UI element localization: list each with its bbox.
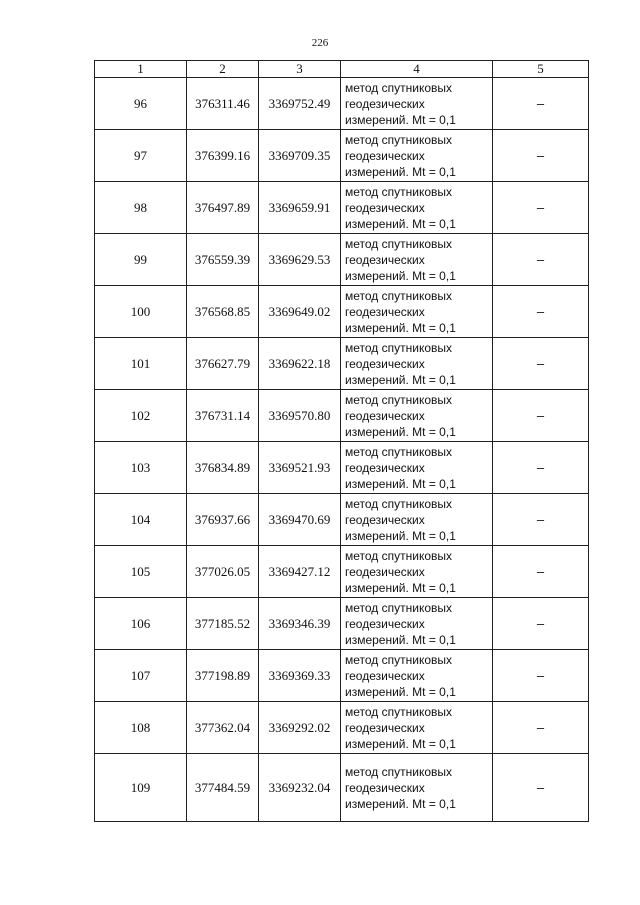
method-cell [341, 182, 493, 234]
y-coordinate-cell: 3369649.02 [259, 286, 341, 338]
point-number-cell: 109 [95, 754, 187, 822]
x-coordinate-cell: 376937.66 [187, 494, 259, 546]
note-cell: – [493, 130, 589, 182]
method-text-line: геодезических [345, 408, 425, 423]
y-coordinate-cell: 3369659.91 [259, 182, 341, 234]
method-cell [341, 390, 493, 442]
point-number-cell: 99 [95, 234, 187, 286]
method-text-line: геодезических [345, 96, 425, 111]
x-coordinate-cell: 376559.39 [187, 234, 259, 286]
table-row [95, 650, 589, 702]
x-coordinate-cell: 376497.89 [187, 182, 259, 234]
method-text-line: геодезических [345, 200, 425, 215]
note-cell: – [493, 234, 589, 286]
method-cell [341, 130, 493, 182]
note-cell: – [493, 702, 589, 754]
method-cell [341, 546, 493, 598]
note-cell: – [493, 494, 589, 546]
method-cell [341, 494, 493, 546]
y-coordinate-cell: 3369232.04 [259, 754, 341, 822]
table-header-row [95, 61, 589, 78]
method-cell [341, 338, 493, 390]
method-text-line: метод спутниковых [345, 392, 453, 407]
method-text-line: метод спутниковых [345, 496, 453, 511]
method-text-line: геодезических [345, 304, 425, 319]
method-cell [341, 234, 493, 286]
y-coordinate-cell: 3369346.39 [259, 598, 341, 650]
method-text-line: метод спутниковых [345, 548, 453, 563]
method-text-line: измерений. Mt = 0,1 [345, 684, 456, 699]
method-text-line: метод спутниковых [345, 340, 453, 355]
x-coordinate-cell: 376627.79 [187, 338, 259, 390]
y-coordinate-cell: 3369570.80 [259, 390, 341, 442]
column-header: 1 [95, 61, 187, 78]
method-text-line: геодезических [345, 512, 425, 527]
y-coordinate-cell: 3369427.12 [259, 546, 341, 598]
note-cell: – [493, 650, 589, 702]
method-text-line: геодезических [345, 252, 425, 267]
method-cell [341, 650, 493, 702]
y-coordinate-cell: 3369622.18 [259, 338, 341, 390]
point-number-cell: 107 [95, 650, 187, 702]
table-row [95, 182, 589, 234]
method-text-line: метод спутниковых [345, 652, 453, 667]
table-row [95, 338, 589, 390]
method-text-line: измерений. Mt = 0,1 [345, 372, 456, 387]
method-text-line: метод спутниковых [345, 444, 453, 459]
x-coordinate-cell: 377198.89 [187, 650, 259, 702]
point-number-cell: 96 [95, 78, 187, 130]
point-number-cell: 103 [95, 442, 187, 494]
y-coordinate-cell: 3369369.33 [259, 650, 341, 702]
x-coordinate-cell: 376568.85 [187, 286, 259, 338]
table-row [95, 390, 589, 442]
method-text-line: геодезических [345, 668, 425, 683]
method-cell [341, 702, 493, 754]
note-cell: – [493, 754, 589, 822]
method-text-line: метод спутниковых [345, 764, 453, 779]
y-coordinate-cell: 3369709.35 [259, 130, 341, 182]
table-row [95, 546, 589, 598]
point-number-cell: 108 [95, 702, 187, 754]
x-coordinate-cell: 377362.04 [187, 702, 259, 754]
method-text-line: измерений. Mt = 0,1 [345, 268, 456, 283]
table-row [95, 702, 589, 754]
note-cell: – [493, 78, 589, 130]
point-number-cell: 98 [95, 182, 187, 234]
method-text-line: геодезических [345, 148, 425, 163]
note-cell: – [493, 182, 589, 234]
method-text-line: измерений. Mt = 0,1 [345, 796, 456, 811]
method-text-line: метод спутниковых [345, 236, 453, 251]
method-text-line: метод спутниковых [345, 600, 453, 615]
method-text-line: геодезических [345, 460, 425, 475]
table-row [95, 130, 589, 182]
table-row [95, 494, 589, 546]
note-cell: – [493, 598, 589, 650]
y-coordinate-cell: 3369752.49 [259, 78, 341, 130]
method-text-line: геодезических [345, 564, 425, 579]
method-text-line: измерений. Mt = 0,1 [345, 476, 456, 491]
coordinates-table [94, 60, 589, 822]
column-header: 2 [187, 61, 259, 78]
method-text-line: геодезических [345, 616, 425, 631]
method-text-line: метод спутниковых [345, 132, 453, 147]
table-row [95, 78, 589, 130]
x-coordinate-cell: 376399.16 [187, 130, 259, 182]
point-number-cell: 102 [95, 390, 187, 442]
method-text-line: измерений. Mt = 0,1 [345, 424, 456, 439]
table-body [95, 78, 589, 822]
method-cell [341, 442, 493, 494]
y-coordinate-cell: 3369521.93 [259, 442, 341, 494]
note-cell: – [493, 390, 589, 442]
method-cell [341, 78, 493, 130]
y-coordinate-cell: 3369292.02 [259, 702, 341, 754]
method-text-line: геодезических [345, 720, 425, 735]
note-cell: – [493, 546, 589, 598]
method-text-line: измерений. Mt = 0,1 [345, 528, 456, 543]
table-row [95, 234, 589, 286]
method-text-line: метод спутниковых [345, 288, 453, 303]
method-text-line: метод спутниковых [345, 184, 453, 199]
point-number-cell: 105 [95, 546, 187, 598]
column-header: 3 [259, 61, 341, 78]
table-row [95, 754, 589, 822]
point-number-cell: 101 [95, 338, 187, 390]
point-number-cell: 106 [95, 598, 187, 650]
method-text-line: измерений. Mt = 0,1 [345, 632, 456, 647]
x-coordinate-cell: 376311.46 [187, 78, 259, 130]
method-cell [341, 754, 493, 822]
x-coordinate-cell: 376834.89 [187, 442, 259, 494]
x-coordinate-cell: 376731.14 [187, 390, 259, 442]
table-row [95, 598, 589, 650]
point-number-cell: 100 [95, 286, 187, 338]
table-row [95, 442, 589, 494]
y-coordinate-cell: 3369629.53 [259, 234, 341, 286]
point-number-cell: 104 [95, 494, 187, 546]
method-cell [341, 598, 493, 650]
y-coordinate-cell: 3369470.69 [259, 494, 341, 546]
method-text-line: измерений. Mt = 0,1 [345, 320, 456, 335]
method-text-line: метод спутниковых [345, 704, 453, 719]
method-text-line: измерений. Mt = 0,1 [345, 216, 456, 231]
table-row [95, 286, 589, 338]
point-number-cell: 97 [95, 130, 187, 182]
column-header: 4 [341, 61, 493, 78]
x-coordinate-cell: 377185.52 [187, 598, 259, 650]
method-text-line: измерений. Mt = 0,1 [345, 736, 456, 751]
note-cell: – [493, 338, 589, 390]
method-text-line: геодезических [345, 780, 425, 795]
method-text-line: геодезических [345, 356, 425, 371]
method-text-line: метод спутниковых [345, 80, 453, 95]
note-cell: – [493, 286, 589, 338]
method-text-line: измерений. Mt = 0,1 [345, 580, 456, 595]
method-text-line: измерений. Mt = 0,1 [345, 112, 456, 127]
method-cell [341, 286, 493, 338]
x-coordinate-cell: 377484.59 [187, 754, 259, 822]
page-number: 226 [311, 37, 329, 49]
x-coordinate-cell: 377026.05 [187, 546, 259, 598]
column-header: 5 [493, 61, 589, 78]
note-cell: – [493, 442, 589, 494]
method-text-line: измерений. Mt = 0,1 [345, 164, 456, 179]
